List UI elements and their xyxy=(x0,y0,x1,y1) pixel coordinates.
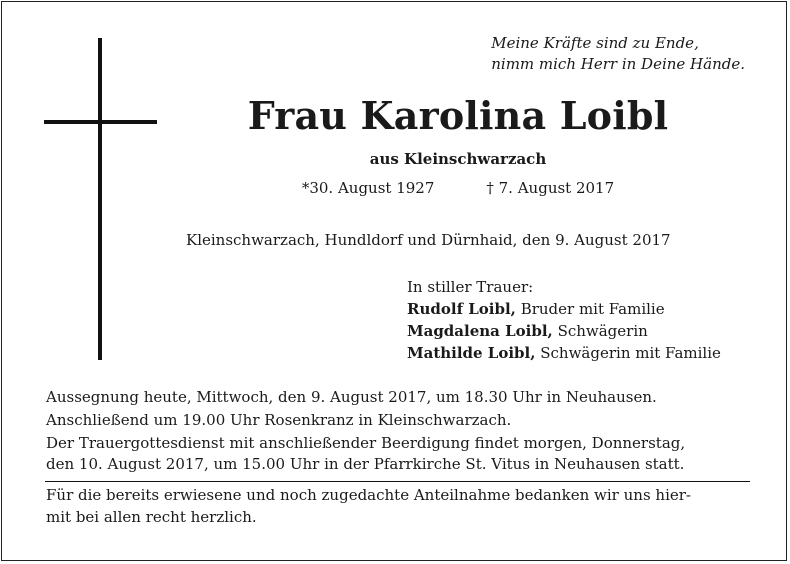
mourner-name: Rudolf Loibl, xyxy=(407,300,516,318)
place-and-date: Kleinschwarzach, Hundldorf und Dürnhaid, den 9. August 2017 xyxy=(186,231,671,249)
motto-line: Meine Kräfte sind zu Ende, xyxy=(491,34,699,52)
motto-line: nimm mich Herr in Deine Hände. xyxy=(491,55,745,73)
rosary-info: Anschließend um 19.00 Uhr Rosenkranz in Kleinschwarzach. xyxy=(46,411,512,429)
mourner-relation: Bruder mit Familie xyxy=(520,300,665,318)
thanks-line: mit bei allen recht herzlich. xyxy=(46,508,257,526)
deceased-origin: aus Kleinschwarzach xyxy=(369,150,547,168)
funeral-info-line: Der Trauergottesdienst mit anschließender Beerdigung findet morgen, Donnerstag, xyxy=(46,434,686,452)
life-dates xyxy=(150,176,766,200)
service-details xyxy=(46,387,751,475)
blessing-info: Aussegnung heute, Mittwoch, den 9. August 2017, um 18.30 Uhr in Neuhausen. xyxy=(46,388,657,406)
mourners-block xyxy=(407,276,721,364)
divider-line xyxy=(45,481,750,482)
mourner-relation: Schwägerin mit Familie xyxy=(540,344,721,362)
birth-date: *30. August 1927 xyxy=(301,179,435,197)
mourner-name: Mathilde Loibl, xyxy=(407,344,536,362)
deceased-name: Frau Karolina Loibl xyxy=(247,93,669,138)
thanks-line: Für die bereits erwiesene und noch zugedachte Anteilnahme bedanken wir uns hier- xyxy=(46,486,691,504)
funeral-info-line: den 10. August 2017, um 15.00 Uhr in der Pfarrkirche St. Vitus in Neuhausen statt. xyxy=(46,455,685,473)
mourner-relation: Schwägerin xyxy=(557,322,648,340)
funeral-info xyxy=(46,433,751,475)
mourners-heading: In stiller Trauer: xyxy=(407,278,534,296)
cross-horizontal-bar xyxy=(44,120,157,124)
cross-vertical-bar xyxy=(98,38,102,360)
mourner-row xyxy=(407,320,721,342)
thanks-note xyxy=(46,484,751,528)
mourner-name: Magdalena Loibl, xyxy=(407,322,553,340)
motto-verse xyxy=(491,33,745,75)
death-date: † 7. August 2017 xyxy=(486,179,615,197)
mourner-row xyxy=(407,342,721,364)
mourner-row xyxy=(407,298,721,320)
